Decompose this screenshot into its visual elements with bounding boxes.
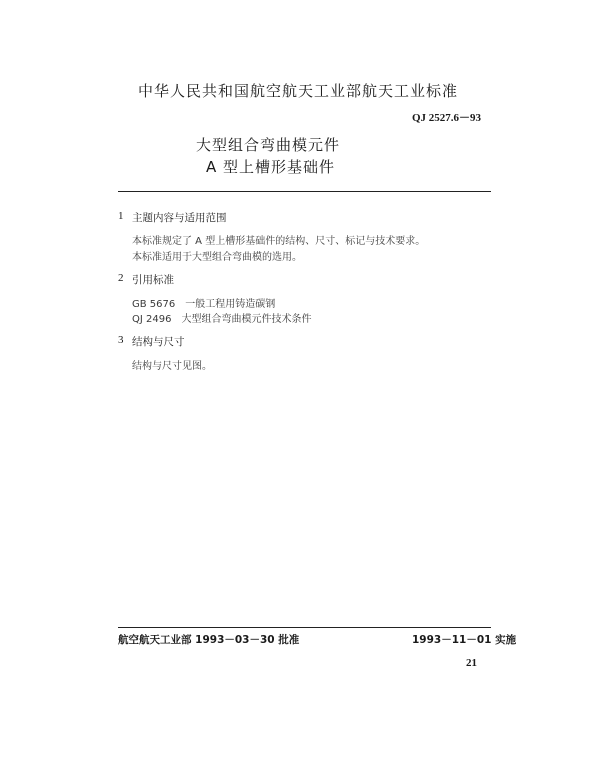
section-2-number: 2 bbox=[118, 272, 124, 284]
issuing-organization: 中华人民共和国航空航天工业部航天工业标准 bbox=[138, 82, 459, 100]
section-2-line-1: GB 5676 一般工程用铸造碳钢 bbox=[132, 299, 276, 310]
section-3-line-1: 结构与尺寸见图。 bbox=[132, 361, 212, 372]
section-1-line-1: 本标准规定了 A 型上槽形基础件的结构、尺寸、标记与技术要求。 bbox=[132, 236, 426, 247]
section-2-line-2: QJ 2496 大型组合弯曲模元件技术条件 bbox=[132, 314, 312, 325]
implementation-date: 1993－11－01 实施 bbox=[412, 634, 517, 646]
section-2-title: 引用标准 bbox=[132, 274, 174, 286]
standard-number: QJ 2527.6－93 bbox=[412, 112, 482, 124]
top-divider bbox=[118, 191, 491, 192]
page-number: 21 bbox=[466, 657, 477, 669]
section-1-line-2: 本标准适用于大型组合弯曲模的选用。 bbox=[132, 252, 302, 263]
section-1-title: 主题内容与适用范围 bbox=[132, 212, 227, 224]
section-1-number: 1 bbox=[118, 210, 124, 222]
document-title-line-1: 大型组合弯曲模元件 bbox=[196, 136, 341, 154]
approval-date: 航空航天工业部 1993－03－30 批准 bbox=[118, 634, 300, 646]
document-title-line-2: A 型上槽形基础件 bbox=[206, 158, 336, 176]
bottom-divider bbox=[118, 627, 491, 628]
section-3-number: 3 bbox=[118, 334, 124, 346]
section-3-title: 结构与尺寸 bbox=[132, 336, 185, 348]
